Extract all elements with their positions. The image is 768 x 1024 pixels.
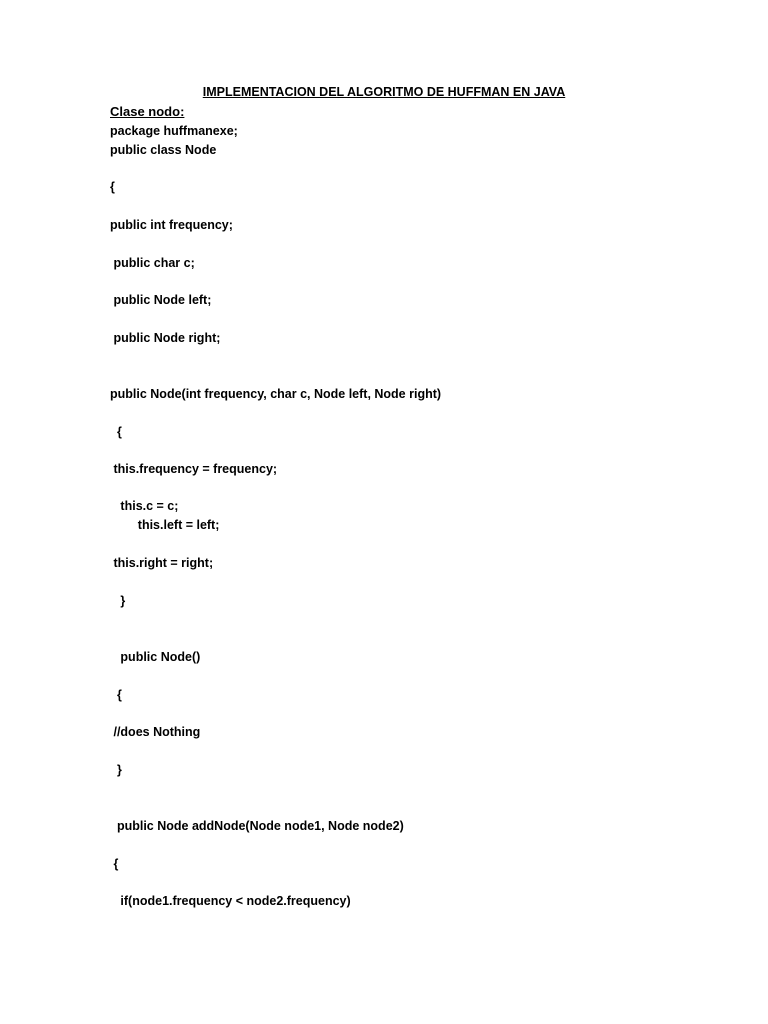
code-line: this.left = left;: [110, 518, 220, 532]
code-line: {: [110, 425, 122, 439]
code-line: }: [110, 763, 122, 777]
code-line: public int frequency;: [110, 218, 233, 232]
code-line: public Node(int frequency, char c, Node left, Node right): [110, 387, 442, 401]
document-title: IMPLEMENTACION DEL ALGORITMO DE HUFFMAN EN JAVA: [202, 85, 566, 99]
code-line: public Node right;: [110, 331, 221, 345]
code-line: }: [110, 594, 126, 608]
section-heading: Clase nodo:: [110, 104, 185, 119]
code-line: public Node addNode(Node node1, Node node2): [110, 819, 404, 833]
code-line: if(node1.frequency < node2.frequency): [110, 894, 351, 908]
code-line: package huffmanexe;: [110, 124, 238, 138]
code-line: {: [110, 180, 115, 194]
code-line: {: [110, 688, 122, 702]
code-line: this.c = c;: [110, 499, 179, 513]
code-line: this.frequency = frequency;: [110, 462, 278, 476]
code-line: public Node(): [110, 650, 201, 664]
code-line: public Node left;: [110, 293, 212, 307]
code-line: public class Node: [110, 143, 217, 157]
code-line: {: [110, 857, 119, 871]
code-line: this.right = right;: [110, 556, 214, 570]
code-line: //does Nothing: [110, 725, 201, 739]
code-line: public char c;: [110, 256, 195, 270]
